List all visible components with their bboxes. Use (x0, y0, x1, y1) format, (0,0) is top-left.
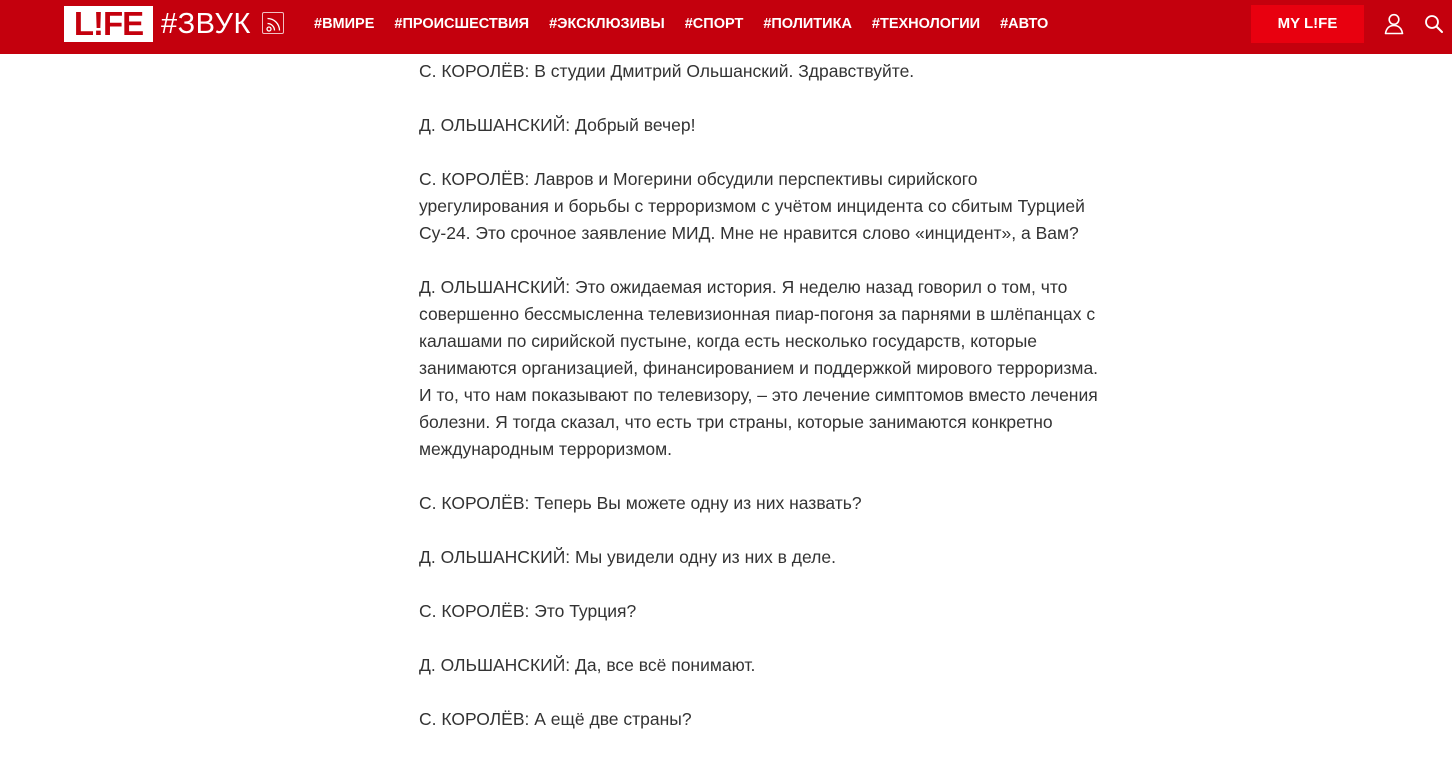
paragraph: С. КОРОЛЁВ: Это Турция? (419, 601, 637, 621)
nav-item-politika[interactable]: #ПОЛИТИКА (763, 16, 852, 32)
paragraph: Д. ОЛЬШАНСКИЙ: Да, все всё понимают. (419, 655, 756, 675)
nav-item-tekhnologii[interactable]: #ТЕХНОЛОГИИ (871, 16, 981, 32)
nav-item-vmire[interactable]: #ВМИРЕ (314, 16, 375, 32)
nav-item-sport[interactable]: #СПОРТ (684, 16, 744, 32)
search-icon[interactable] (1424, 14, 1444, 34)
paragraph: Д. ОЛЬШАНСКИЙ: Мы увидели одну из них в деле. (419, 547, 836, 567)
paragraph: С. КОРОЛЁВ: Лавров и Могерини обсудили перспективы сирийского урегулирования и борьбы с терроризмом с учётом инцидента со сбитым Турцией Су-24. Это срочное заявление МИД. Мне не нравится слово «инцидент», а Вам? (419, 169, 1085, 243)
paragraph: Д. ОЛЬШАНСКИЙ: Это ожидаемая история. Я неделю назад говорил о том, что совершенно бессмысленна телевизионная пиар-погоня за парнями в шлёпанцах с калашами по сирийской пустыне, когда есть несколько государств, которые занимаются организацией, финансированием и поддержкой мирового терроризма. И то, что нам показывают по телевизору, – это лечение симптомов вместо лечения болезни. Я тогда сказал, что есть три страны, которые занимаются конкретно международным терроризмом. (419, 277, 1099, 459)
section-tag[interactable]: #ЗВУК (161, 8, 251, 40)
rss-icon[interactable] (262, 12, 284, 34)
top-navigation-bar (0, 0, 1452, 54)
nav-item-eksklyuzivy[interactable]: #ЭКСКЛЮЗИВЫ (549, 16, 665, 32)
user-icon[interactable] (1384, 13, 1404, 35)
article-body (419, 55, 1109, 760)
paragraph: С. КОРОЛЁВ: В студии Дмитрий Ольшанский. Здравствуйте. (419, 61, 915, 81)
nav-item-proisshestviya[interactable]: #ПРОИСШЕСТВИЯ (394, 16, 530, 32)
paragraph: С. КОРОЛЁВ: Теперь Вы можете одну из них назвать? (419, 493, 862, 513)
my-life-button[interactable]: MY L!FE (1251, 5, 1364, 43)
main-nav (314, 0, 1068, 48)
nav-item-avto[interactable]: #АВТО (1000, 16, 1049, 32)
rss-icon-glyph (266, 16, 282, 32)
paragraph: Д. ОЛЬШАНСКИЙ: Добрый вечер! (419, 115, 696, 135)
paragraph: С. КОРОЛЁВ: А ещё две страны? (419, 709, 692, 729)
life-logo[interactable]: L!FE (64, 6, 153, 42)
